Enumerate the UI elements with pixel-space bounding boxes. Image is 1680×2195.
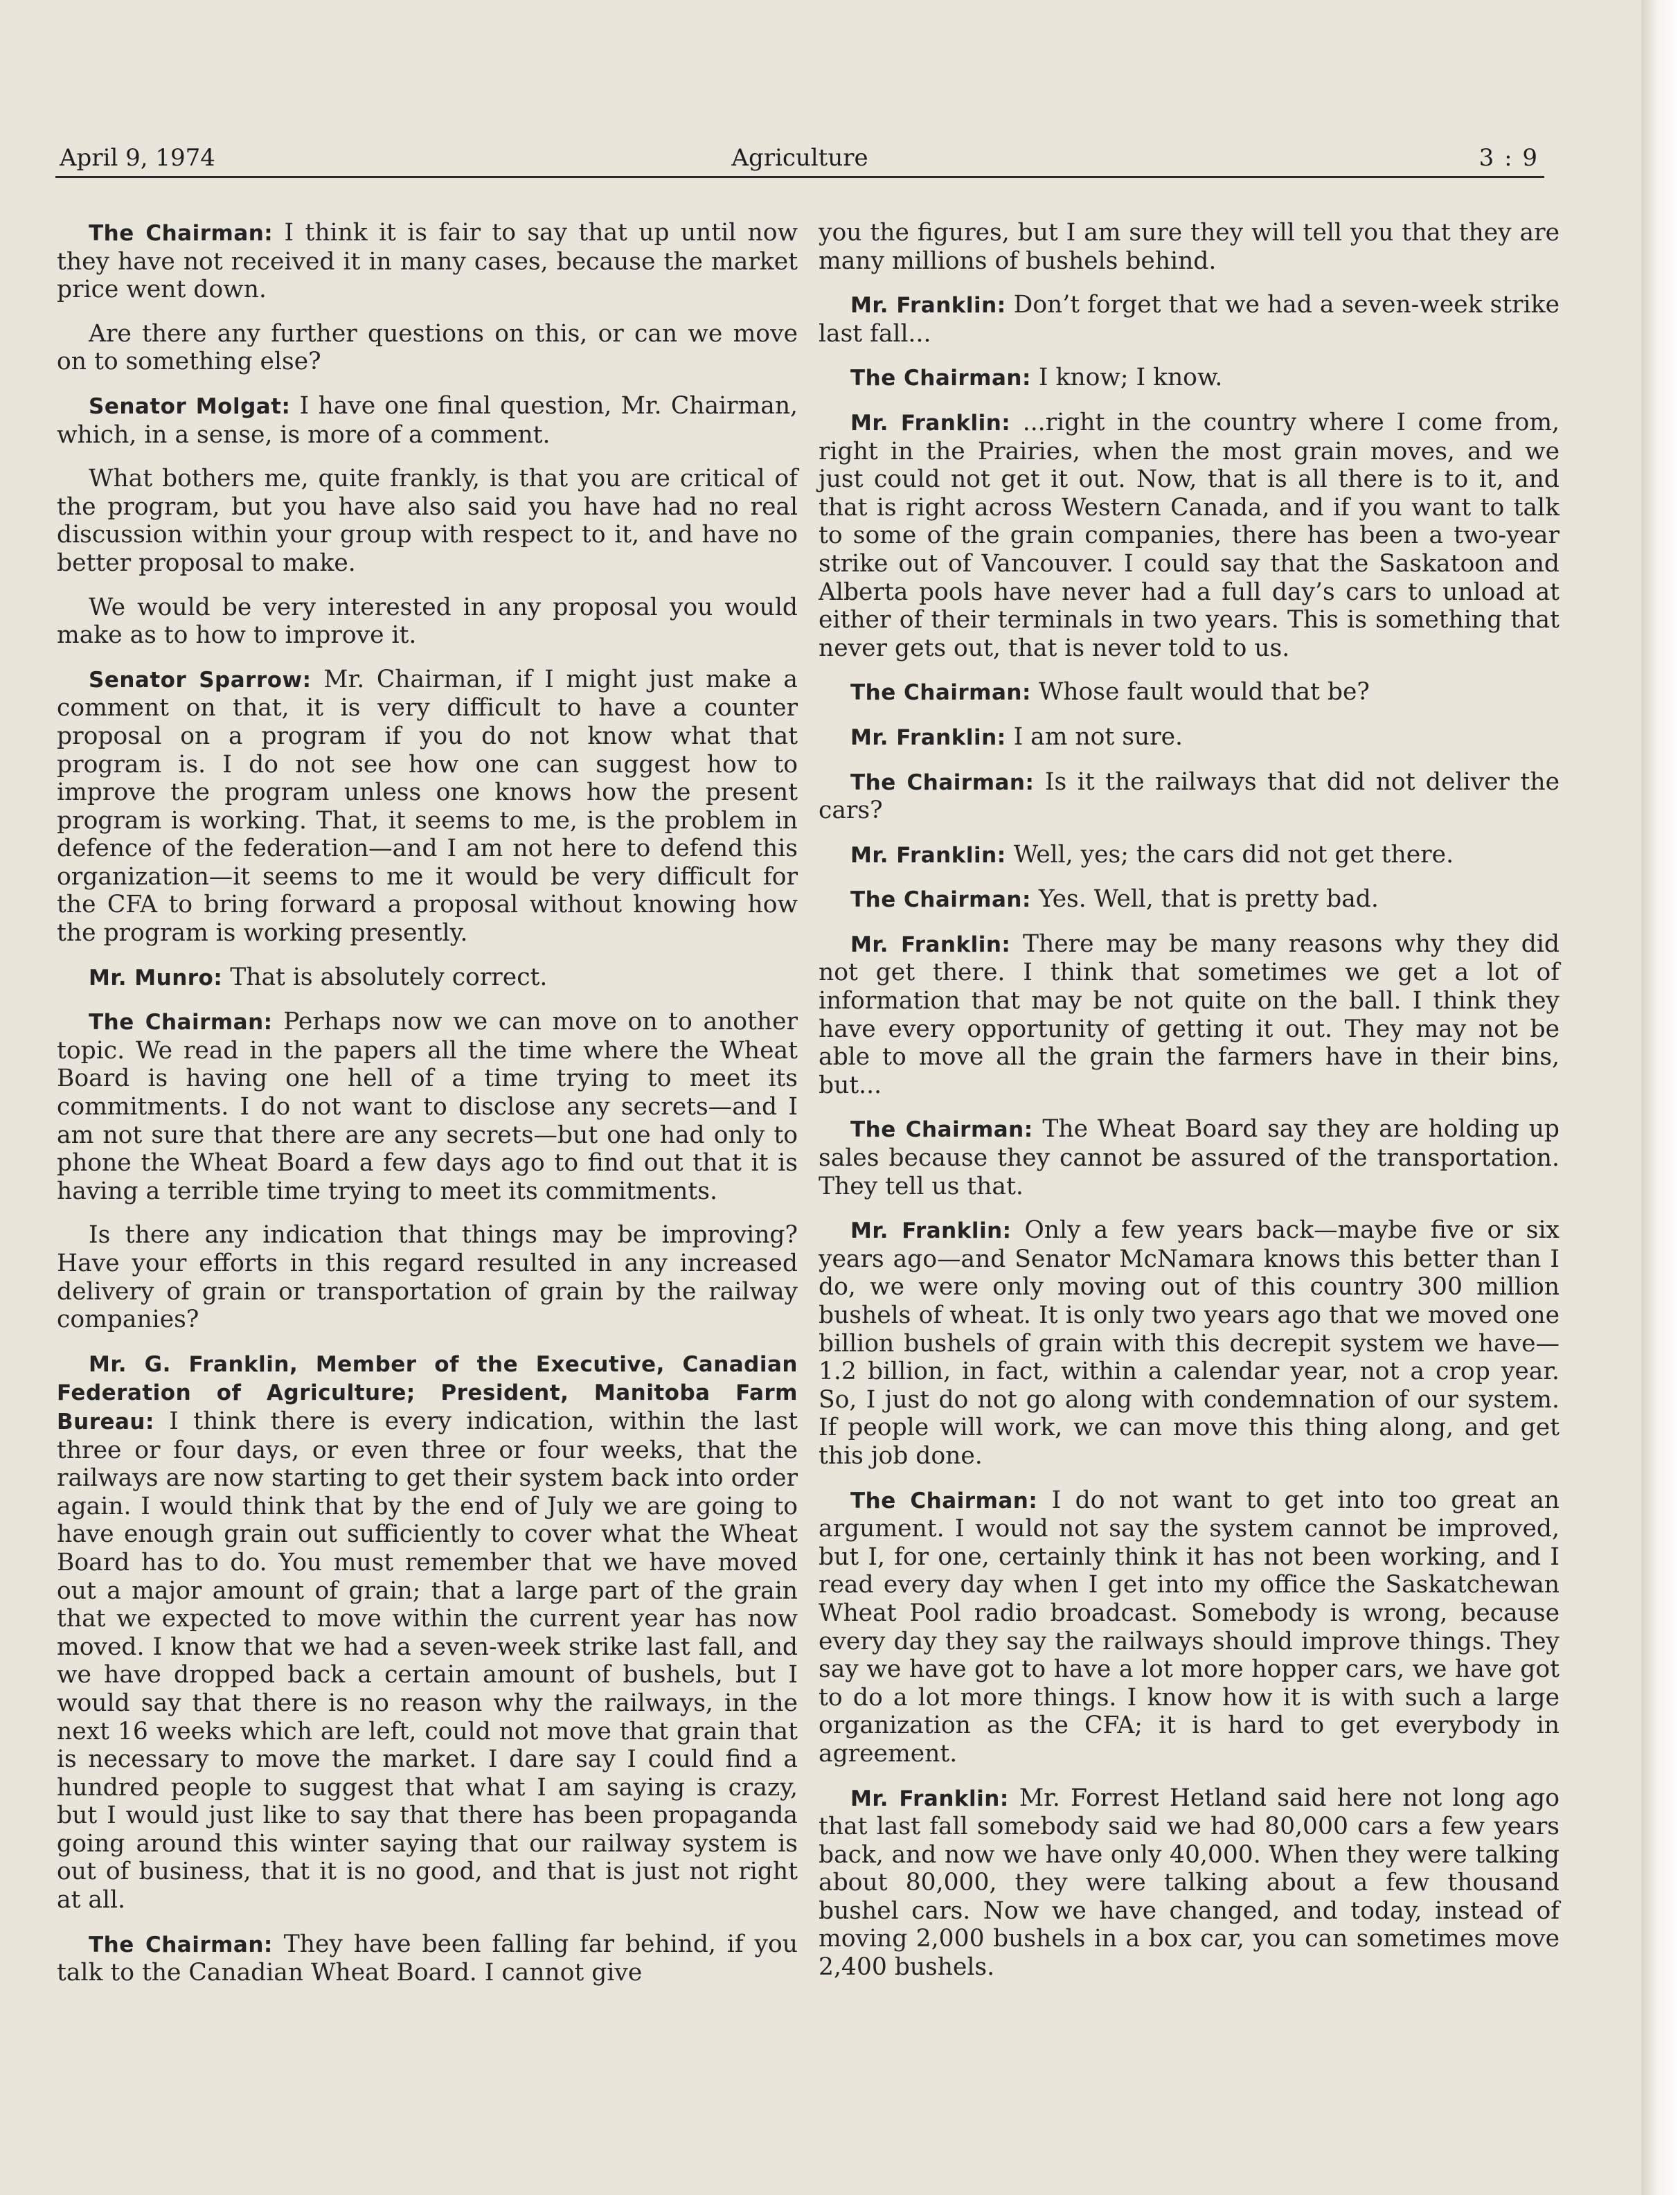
paragraph <box>819 1486 1560 1768</box>
speaker-name: Mr. Franklin: <box>850 1786 1009 1811</box>
paragraph-text: What bothers me, quite frankly, is that you are critical of the program, but you have also said you have had no real discussion within your group with respect to it, and have no better proposal to make. <box>57 465 798 577</box>
speaker-name: Senator Sparrow: <box>89 667 312 693</box>
paragraph <box>819 219 1560 275</box>
paragraph-text: I think it is fair to say that up until now they have not received it in many cases, because the market price went down. <box>57 219 798 304</box>
paragraph-text: They have been falling far behind, if you talk to the Canadian Wheat Board. I cannot give <box>57 1930 798 1987</box>
speaker-name: The Chairman: <box>850 770 1035 795</box>
paragraph-text: Is it the railways that did not deliver the cars? <box>819 767 1560 825</box>
speaker-name: The Chairman: <box>850 1488 1038 1513</box>
paragraph <box>819 1115 1560 1200</box>
paragraph <box>819 841 1560 870</box>
speaker-name: The Chairman: <box>89 221 274 246</box>
page-edge <box>1641 0 1680 2195</box>
paragraph <box>57 465 798 577</box>
paragraph-text: Is there any indication that things may be improving? Have your efforts in this regard resulted in any increased delivery of grain or transportation of grain by the railway companies? <box>57 1221 798 1334</box>
paragraph <box>819 768 1560 825</box>
paragraph <box>819 723 1560 752</box>
paragraph <box>57 594 798 650</box>
speaker-name: The Chairman: <box>850 366 1031 391</box>
paragraph <box>819 678 1560 707</box>
paragraph-text: We would be very interested in any proposal you would make as to how to improve it. <box>57 593 798 650</box>
speaker-name: Mr. Franklin: <box>850 1218 1012 1244</box>
header-date: April 9, 1974 <box>60 144 215 172</box>
paragraph <box>57 320 798 376</box>
paragraph <box>57 1008 798 1205</box>
paragraph-text: ...right in the country where I come from, right in the Prairies, when the most grain moves, and we just could not get it out. Now, that is all there is to it, and that is right across Western Canada, and if you want to talk to some of the grain companies, there has been a two-year strike out of Vancouver. I could say that the Saskatoon and Alberta pools have never had a full day’s cars to unload at either of their terminals in two years. This is something that never gets out, that is never told to us. <box>819 408 1560 662</box>
speaker-name: Mr. Munro: <box>89 965 223 990</box>
speaker-name: Mr. Franklin: <box>850 410 1011 436</box>
paragraph <box>57 963 798 993</box>
paragraph-text: Perhaps now we can move on to another topic. We read in the papers all the time where the Wheat Board is having one hell of a time trying to meet its commitments. I do not want to disclose any secrets—and I am not sure that there are any secrets—but one had only to phone the Wheat Board a few days ago to find out that it is having a terrible time trying to meet its commitments. <box>57 1008 798 1205</box>
paragraph <box>57 666 798 948</box>
paragraph <box>819 1784 1560 1982</box>
speaker-name: The Chairman: <box>89 1932 273 1957</box>
speaker-name: Senator Molgat: <box>89 393 291 419</box>
speaker-name: The Chairman: <box>850 1117 1033 1143</box>
paragraph <box>819 930 1560 1100</box>
paragraph-text: I do not want to get into too great an argument. I would not say the system cannot be improved, but I, for one, certainly think it has not been working, and I read every day when I get into my office the Saskatchewan Wheat Pool radio broadcast. Somebody is wrong, because every day they say the railways should improve things. They say we have got to have a lot more hopper cars, we have got to do a lot more things. I know how it is with such a large organization as the CFA; it is hard to get everybody in agreement. <box>819 1486 1560 1768</box>
header-title: Agriculture <box>731 144 868 172</box>
paragraph <box>819 409 1560 662</box>
paragraph-text: Don’t forget that we had a seven-week strike last fall... <box>819 291 1560 348</box>
paragraph <box>819 364 1560 393</box>
paragraph-text: I think there is every indication, within the last three or four days, or even three or four weeks, that the railways are now starting to get their system back into order again. I would think that by the end of July we are going to have enough grain out sufficiently to cover what the Wheat Board has to do. You must remember that we have moved out a major amount of grain; that a large part of the grain that we expected to move within the current year has now moved. I know that we had a seven-week strike last fall, and we have dropped back a certain amount of bushels, but I would say that there is no reason why the railways, in the next 16 weeks which are left, could not move that grain that is necessary to move the market. I dare say I could find a hundred people to suggest that what I am saying is crazy, but I would just like to say that there has been propaganda going around this winter saying that our railway system is out of business, that it is no good, and that is just not right at all. <box>57 1407 798 1914</box>
paragraph <box>819 885 1560 914</box>
paragraph <box>57 1350 798 1914</box>
paragraph-text: Mr. Forrest Hetland said here not long ago that last fall somebody said we had 80,000 cars a few years back, and now we have only 40,000. When they were talking about 80,000, they were talking about a few thousand bushel cars. Now we have changed, and today, instead of moving 2,000 bushels in a box car, you can sometimes move 2,400 bushels. <box>819 1784 1560 1982</box>
paragraph-text: you the figures, but I am sure they will tell you that they are many millions of bushels behind. <box>819 219 1560 275</box>
speaker-name: The Chairman: <box>850 887 1031 913</box>
paragraph <box>57 219 798 304</box>
paragraph-text: That is absolutely correct. <box>230 963 548 991</box>
paragraph-text: Well, yes; the cars did not get there. <box>1013 840 1454 869</box>
paragraph <box>57 1930 798 1987</box>
paragraph-text: Whose fault would that be? <box>1038 678 1370 707</box>
header-page-number: 3 : 9 <box>1478 144 1539 172</box>
right-column <box>819 219 1560 1998</box>
running-header <box>55 136 1544 178</box>
speaker-name: Mr. Franklin: <box>850 842 1006 868</box>
paragraph-text: Are there any further questions on this, or can we move on to something else? <box>57 319 798 376</box>
speaker-name: Mr. G. Franklin, Member of the Executive, Canadian Federation of Agriculture; President, Manitoba Farm Bureau: <box>57 1351 798 1434</box>
paragraph <box>57 1221 798 1333</box>
speaker-name: Mr. Franklin: <box>850 725 1006 750</box>
paragraph-text: Mr. Chairman, if I might just make a comment on that, it is very difficult to have a counter proposal on a program if you do not know what that program is. I do not see how one can suggest how to improve the program unless one knows how the present program is working. That, it seems to me, is the problem in defence of the federation—and I am not here to defend this organization—it seems to me it would be very difficult for the CFA to bring forward a proposal without knowing how the program is working presently. <box>57 665 798 948</box>
paragraph-text: I know; I know. <box>1038 364 1223 392</box>
paragraph-text: There may be many reasons why they did not get there. I think that sometimes we get a lot of information that may be not quite on the ball. I think they have every opportunity of getting it out. They may not be able to move all the grain the farmers have in their bins, but... <box>819 930 1560 1099</box>
speaker-name: The Chairman: <box>850 680 1031 706</box>
paragraph <box>57 392 798 449</box>
left-column <box>57 219 798 2003</box>
paragraph-text: Only a few years back—maybe five or six years ago—and Senator McNamara knows this better than I do, we were only moving out of this country 300 million bushels of wheat. It is only two years ago that we moved one billion bushels of grain with this decrepit system we have—1.2 billion, in fact, within a calendar year, not a crop year. So, I just do not go along with condemnation of our system. If people will work, we can move this thing along, and get this job done. <box>819 1216 1560 1470</box>
paragraph <box>819 291 1560 348</box>
paragraph-text: I have one final question, Mr. Chairman, which, in a sense, is more of a comment. <box>57 391 798 449</box>
speaker-name: Mr. Franklin: <box>850 293 1006 319</box>
paragraph-text: Yes. Well, that is pretty bad. <box>1038 885 1379 914</box>
paragraph <box>819 1216 1560 1470</box>
speaker-name: Mr. Franklin: <box>850 932 1011 957</box>
paragraph-text: The Wheat Board say they are holding up sales because they cannot be assured of the transportation. They tell us that. <box>819 1115 1560 1200</box>
paragraph-text: I am not sure. <box>1013 722 1183 751</box>
speaker-name: The Chairman: <box>89 1010 273 1036</box>
